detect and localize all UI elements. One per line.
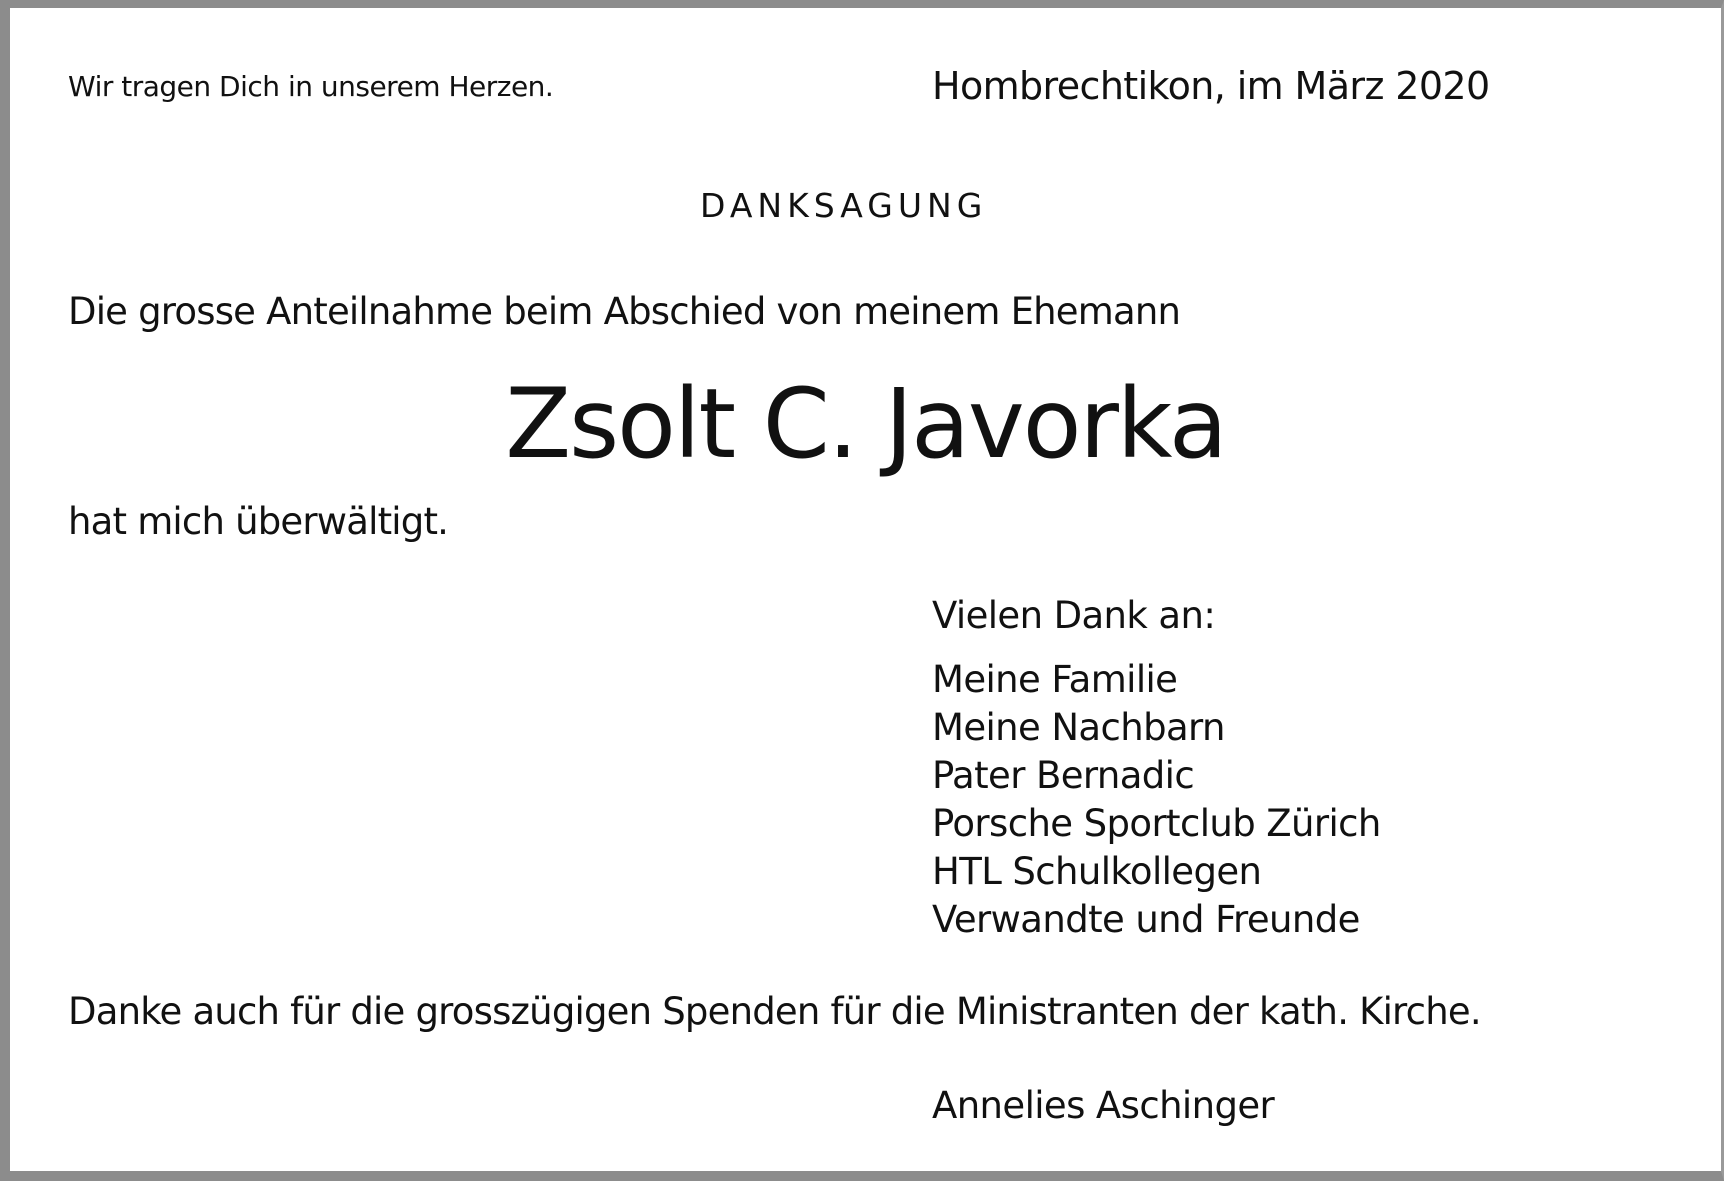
outro-text: hat mich überwältigt. bbox=[68, 500, 449, 543]
donation-note: Danke auch für die grosszügigen Spenden für die Ministranten der kath. Kirche. bbox=[68, 990, 1481, 1033]
thanks-list-item: Verwandte und Freunde bbox=[932, 898, 1360, 941]
thanks-list-item: Pater Bernadic bbox=[932, 754, 1195, 797]
thanks-list-item: Meine Familie bbox=[932, 658, 1178, 701]
intro-text: Die grosse Anteilnahme beim Abschied von meinem Ehemann bbox=[68, 290, 1181, 333]
deceased-name: Zsolt C. Javorka bbox=[505, 368, 1226, 480]
thanks-title: Vielen Dank an: bbox=[932, 594, 1216, 637]
thanks-list-item: Meine Nachbarn bbox=[932, 706, 1225, 749]
notice-heading: DANKSAGUNG bbox=[700, 186, 988, 225]
signature: Annelies Aschinger bbox=[932, 1084, 1275, 1127]
place-date: Hombrechtikon, im März 2020 bbox=[932, 64, 1490, 108]
thanks-list bbox=[932, 656, 1381, 944]
thanks-list-item: HTL Schulkollegen bbox=[932, 850, 1262, 893]
motto-text: Wir tragen Dich in unserem Herzen. bbox=[68, 70, 554, 103]
thanks-list-item: Porsche Sportclub Zürich bbox=[932, 802, 1381, 845]
